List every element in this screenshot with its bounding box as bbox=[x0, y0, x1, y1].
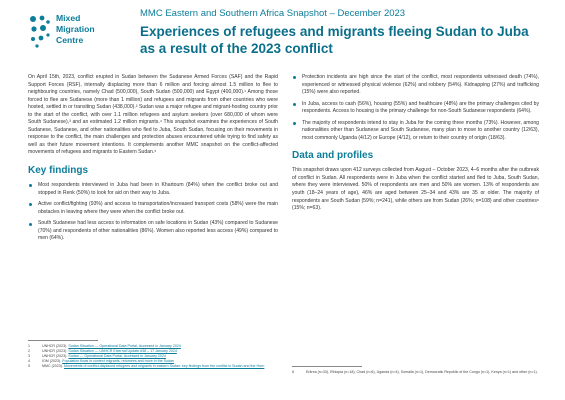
right-column bbox=[292, 74, 539, 217]
finding-text: In Juba, access to cash (56%), housing (55%) and healthcare (48%) are the primary challenges cited by respondents. Access to housing is the primary challenge for non-South Sudanese respondents (64%). bbox=[302, 100, 539, 115]
footnote-link[interactable]: Sudan Situation — UNHCR External Update #38 – 17 January 2024 bbox=[68, 348, 177, 353]
mmc-logo bbox=[28, 13, 118, 51]
footnote-number: 6 bbox=[292, 369, 294, 374]
bullet-icon bbox=[29, 203, 32, 206]
left-column bbox=[28, 74, 278, 247]
finding-text: The majority of respondents intend to stay in Juba for the coming three months (73%). However, among nationalities other than Sudanese and South Sudanese, many plan to move to another country (12/63), most commonly Uganda (4/12) or Europe (4/12), or return to their country of origin (18/63). bbox=[302, 119, 539, 141]
footnote-source: UNHCR (2023). bbox=[42, 348, 69, 353]
footnote-number: 3 bbox=[28, 353, 30, 358]
list-item bbox=[28, 201, 278, 216]
data-profiles-paragraph: This snapshot draws upon 412 surveys collected from August – October 2023, 4–6 months after the outbreak of conflict in Sudan. All respondents were in Juba when the conflict started and fled to Juba, South Sudan, where they were interviewed. 50% of respondents are men and 50% are women. 13% of respondents are youth (18–24 years of age), 46% are aged between 25–34 and 43% are 35 or older. The majority of respondents are South Sudan (59%; n=241), while others are from Sudan (26%; n=108) and other countries⁶ (15%; n=63). bbox=[292, 167, 539, 212]
bullet-icon bbox=[293, 122, 296, 125]
footnotes-right bbox=[292, 366, 539, 375]
list-item bbox=[28, 182, 278, 197]
footnote bbox=[292, 370, 539, 375]
finding-text: South Sudanese had less access to information on safe locations in Sudan (43%) compared to Sudanese (70%) and respondents of other nationalities (86%). Women also reported less access (49%) compared to men (64%). bbox=[38, 220, 278, 242]
report-title: Experiences of refugees and migrants fleeing Sudan to Juba as a result of the 2023 conflict bbox=[140, 24, 529, 56]
footnote-text: Eritrea (n=33), Ethiopia (n=18), Chad (n=6), Uganda (n=4), Somalia (n=1), Democratic Republic of the Congo (n=1), Kenya (n=1) and other (n=1). bbox=[306, 369, 538, 374]
footnote-source: IOM (2023). bbox=[42, 358, 63, 363]
right-findings-list bbox=[292, 74, 539, 142]
footnote-number: 5 bbox=[28, 363, 30, 368]
footnote-divider bbox=[28, 340, 98, 341]
footnote-number: 2 bbox=[28, 348, 30, 353]
logo-line: Migration bbox=[56, 24, 95, 34]
bullet-icon bbox=[29, 184, 32, 187]
footnote-divider bbox=[292, 366, 362, 367]
header-texts bbox=[140, 8, 540, 57]
finding-text: Most respondents interviewed in Juba had been in Khartoum (84%) when the conflict broke out and stopped in Renk (50%) to look for aid on their way to Juba. bbox=[38, 182, 278, 196]
logo-line: Centre bbox=[56, 35, 84, 45]
page-header bbox=[0, 0, 565, 62]
footnote-number: 4 bbox=[28, 358, 30, 363]
footnote-link[interactable]: Sudan — Operational Data Portal, Accessed in January 2024 bbox=[68, 353, 166, 358]
bullet-icon bbox=[29, 223, 32, 226]
list-item bbox=[292, 74, 539, 97]
list-item bbox=[292, 101, 539, 116]
key-findings-list bbox=[28, 182, 278, 243]
footnote-link[interactable]: Population flows in context migrants, returnees and more in the Sudan bbox=[62, 358, 175, 363]
footnotes-left bbox=[28, 340, 278, 369]
list-item bbox=[292, 120, 539, 143]
logo-wordmark bbox=[56, 13, 95, 46]
footnote bbox=[28, 364, 278, 369]
bullet-icon bbox=[293, 76, 296, 79]
footnote-link[interactable]: Movements of conflict-displaced refugees and migrants in eastern Sudan: key findings from the conflict in Sudan and the Horn bbox=[63, 363, 265, 368]
footnote-link[interactable]: Sudan Situation — Operational Data Portal, Accessed in January 2024 bbox=[68, 343, 181, 348]
key-findings-heading: Key findings bbox=[28, 165, 89, 177]
finding-text: Active conflict/fighting (93%) and access to transportation/increased transport costs (58%) were the main obstacles in leaving where they were when the conflict broke out. bbox=[38, 201, 278, 215]
footnote-source: UNHCR (2023). bbox=[42, 353, 69, 358]
bullet-icon bbox=[293, 103, 296, 106]
footnote-source: MMC (2023). bbox=[42, 363, 64, 368]
data-profiles-heading: Data and profiles bbox=[292, 150, 374, 162]
intro-paragraph: On April 15th, 2023, conflict erupted in Sudan between the Sudanese Armed Forces (SAF) and the Rapid Support Forces (RSF), internally displacing more than 6 million and forcing almost 1.5 million to flee to neighbouring countries, namely Chad (500,000), South Sudan (500,000) and Egypt (400,000).¹ Among those forced to flee are Sudanese (more than 1 million) and refugees and migrants from other countries who were hosted, settled in or transiting Sudan (438,000).² Sudan was a major refugee and migrant-hosting country prior to the start of the conflict, with over 1.1 million refugees and asylum seekers (over 680,000 of whom were South Sudanese),³ and an estimated 1.2 million migrants.⁴ This snapshot examines the experiences of South Sudanese, Sudanese, and other nationalities who fled to Juba, South Sudan, focusing on their movements in response to the conflict, the main challenges and protection abuses encountered while trying to find safety as well as their future movement intentions. It complements another MMC snapshot on the conflict-affected movements of refugees and migrants to Eastern Sudan.⁵ bbox=[28, 74, 278, 156]
mmc-logo-mark-icon bbox=[28, 13, 52, 51]
list-item bbox=[28, 220, 278, 243]
finding-text: Protection incidents are high since the start of the conflict, most respondents witnessed death (74%), experienced or witnessed physical violence (62%) and robbery (54%). Kidnapping (27%) and trafficking (15%) were also reported. bbox=[302, 74, 539, 96]
footnote-number: 1 bbox=[28, 343, 30, 348]
logo-line: Mixed bbox=[56, 13, 81, 23]
report-subtitle: MMC Eastern and Southern Africa Snapshot – December 2023 bbox=[140, 8, 406, 19]
footnote-source: UNHCR (2023). bbox=[42, 343, 69, 348]
